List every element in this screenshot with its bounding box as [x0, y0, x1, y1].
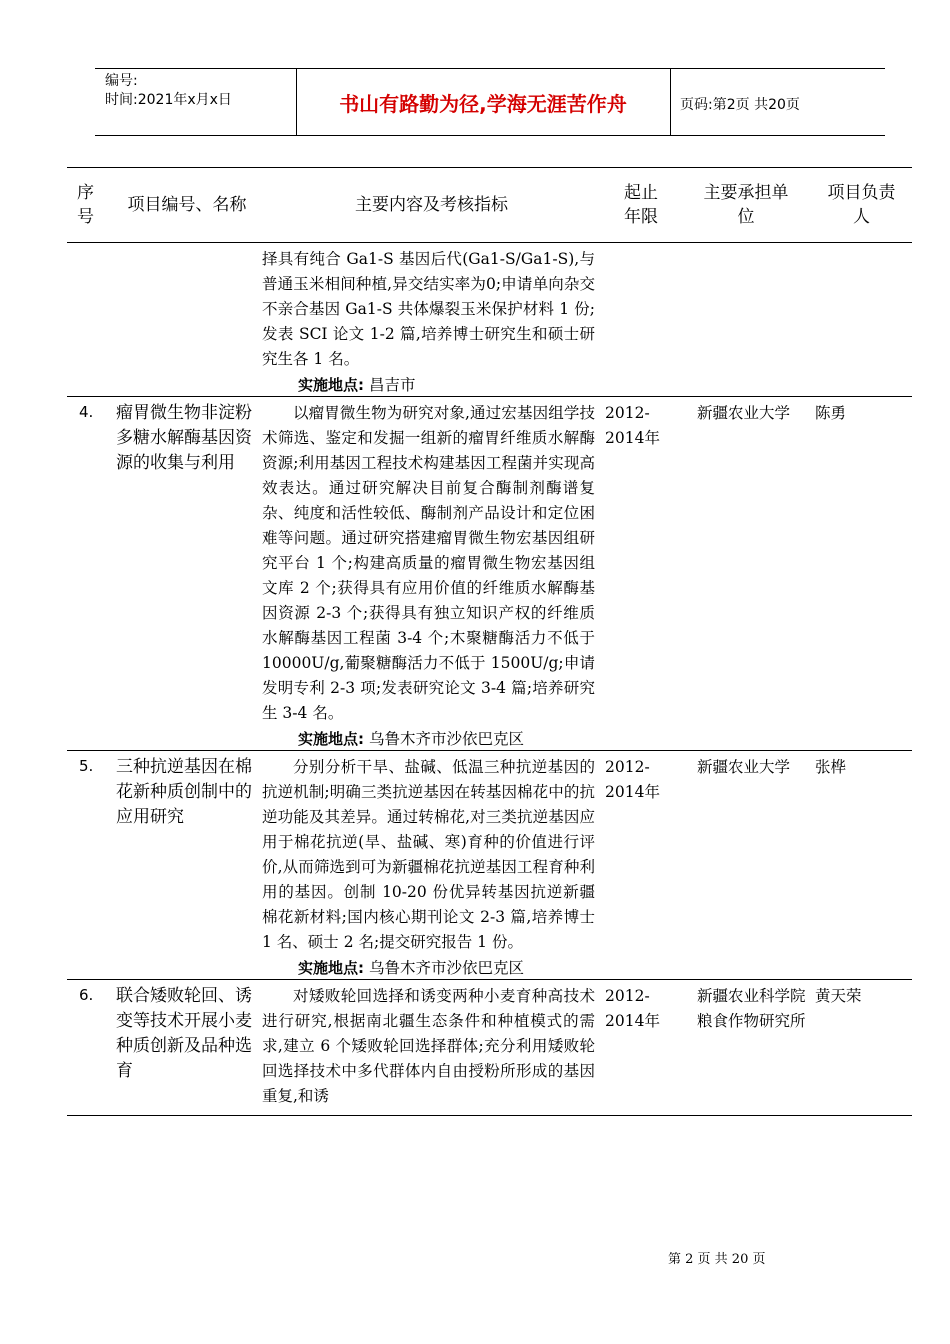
table-row: [67, 751, 912, 980]
header-bottom-rule: [95, 135, 885, 136]
content-text: 分别分析干旱、盐碱、低温三种抗逆基因的抗逆机制;明确三类抗逆基因在转基因棉花中的抗逆功能及其差异。通过转棉花,对三类抗逆基因应用于棉花抗逆(旱、盐碱、寒)育种的价值进行评价,从而筛选到可为新疆棉花抗逆基因工程育种利用的基因。创制 10-20 份优异转基因抗逆新疆棉花新材料;国内核心期刊论文 2-3 篇,培养博士 1 名、硕士 2 名;提交研究报告 1 份。: [262, 758, 595, 951]
content-cell: [262, 751, 601, 980]
project-table: [67, 167, 912, 1116]
table-row: [67, 397, 912, 751]
site-value: 乌鲁木齐市沙依巴克区: [368, 730, 524, 748]
table-row: [67, 980, 912, 1116]
period-cell: 2012-2014年: [601, 980, 681, 1116]
doc-number-label: 编号:: [105, 73, 138, 89]
project-name: 瘤胃微生物非淀粉多糖水解酶基因资源的收集与利用: [112, 397, 262, 751]
period-cell: 2012-2014年: [601, 751, 681, 980]
row-number: 5.: [67, 751, 112, 980]
site-line: [262, 374, 595, 396]
header-motto: 书山有路勤为径,学海无涯苦作舟: [339, 92, 627, 116]
header-project: 项目编号、名称: [112, 168, 262, 243]
row-number: 6.: [67, 980, 112, 1116]
site-value: 昌吉市: [368, 376, 416, 394]
site-label: 实施地点:: [298, 376, 364, 394]
content-cell: [262, 397, 601, 751]
content-text: 以瘤胃微生物为研究对象,通过宏基因组学技术筛选、鉴定和发掘一组新的瘤胃纤维质水解酶资源;利用基因工程技术构建基因工程菌并实现高效表达。通过研究解决目前复合酶制剂酶谱复杂、纯度和活性较低、酶制剂产品设计和定位困难等问题。通过研究搭建瘤胃微生物宏基因组研究平台 1 个;构建高质量的瘤胃微生物宏基因组文库 2 个;获得具有应用价值的纤维质水解酶基因资源 2-3 个;获得具有独立知识产权的纤维质水解酶基因工程菌 3-4 个;木聚糖酶活力不低于 10000U/g,葡聚糖酶活力不低于 1500U/g;申请发明专利 2-3 项;发表研究论文 3-4 篇;培养研究生 3-4 名。: [262, 404, 595, 722]
header-period: 起止年限: [601, 168, 681, 243]
row-number: 4.: [67, 397, 112, 751]
header-page-info: 页码:第2页 共20页: [680, 97, 800, 113]
content-text: 择具有纯合 Ga1-S 基因后代(Ga1-S/Ga1-S),与普通玉米相间种植,异交结实率为0;申请单向杂交不亲合基因 Ga1-S 共体爆裂玉米保护材料 1 份;发表 SCI 论文 1-2 篇,培养博士研究生和硕士研究生各 1 名。: [262, 250, 595, 368]
page-footer: 第 2 页 共 20 页: [668, 1252, 766, 1267]
leader-cell: 黄天荣: [811, 980, 912, 1116]
project-name: 联合矮败轮回、诱变等技术开展小麦种质创新及品种选育: [112, 980, 262, 1116]
content-cell: [262, 243, 601, 397]
header-unit: 主要承担单位: [681, 168, 811, 243]
header-content: 主要内容及考核指标: [262, 168, 601, 243]
content-text: 对矮败轮回选择和诱变两种小麦育种高技术进行研究,根据南北疆生态条件和种植模式的需求,建立 6 个矮败轮回选择群体;充分利用矮败轮回选择技术中多代群体内自由授粉所形成的基因重复,和诱: [262, 987, 595, 1105]
site-line: [262, 728, 595, 750]
project-name: 三种抗逆基因在棉花新种质创制中的应用研究: [112, 751, 262, 980]
leader-cell: 张桦: [811, 751, 912, 980]
header-leader: 项目负责人: [811, 168, 912, 243]
content-cell: [262, 980, 601, 1116]
header-seq: 序号: [67, 168, 112, 243]
table-header-row: [67, 168, 912, 243]
time-label: 时间:2021年x月x日: [105, 92, 232, 108]
header-divider-left: [296, 68, 297, 135]
header-top-rule: [95, 68, 885, 69]
site-value: 乌鲁木齐市沙依巴克区: [368, 959, 524, 977]
site-line: [262, 957, 595, 979]
header-meta: [105, 72, 232, 110]
unit-cell: 新疆农业大学: [681, 751, 811, 980]
unit-cell: 新疆农业大学: [681, 397, 811, 751]
header-divider-right: [670, 68, 671, 135]
period-cell: 2012-2014年: [601, 397, 681, 751]
unit-cell: 新疆农业科学院粮食作物研究所: [681, 980, 811, 1116]
leader-cell: 陈勇: [811, 397, 912, 751]
table-row: [67, 243, 912, 397]
site-label: 实施地点:: [298, 959, 364, 977]
site-label: 实施地点:: [298, 730, 364, 748]
